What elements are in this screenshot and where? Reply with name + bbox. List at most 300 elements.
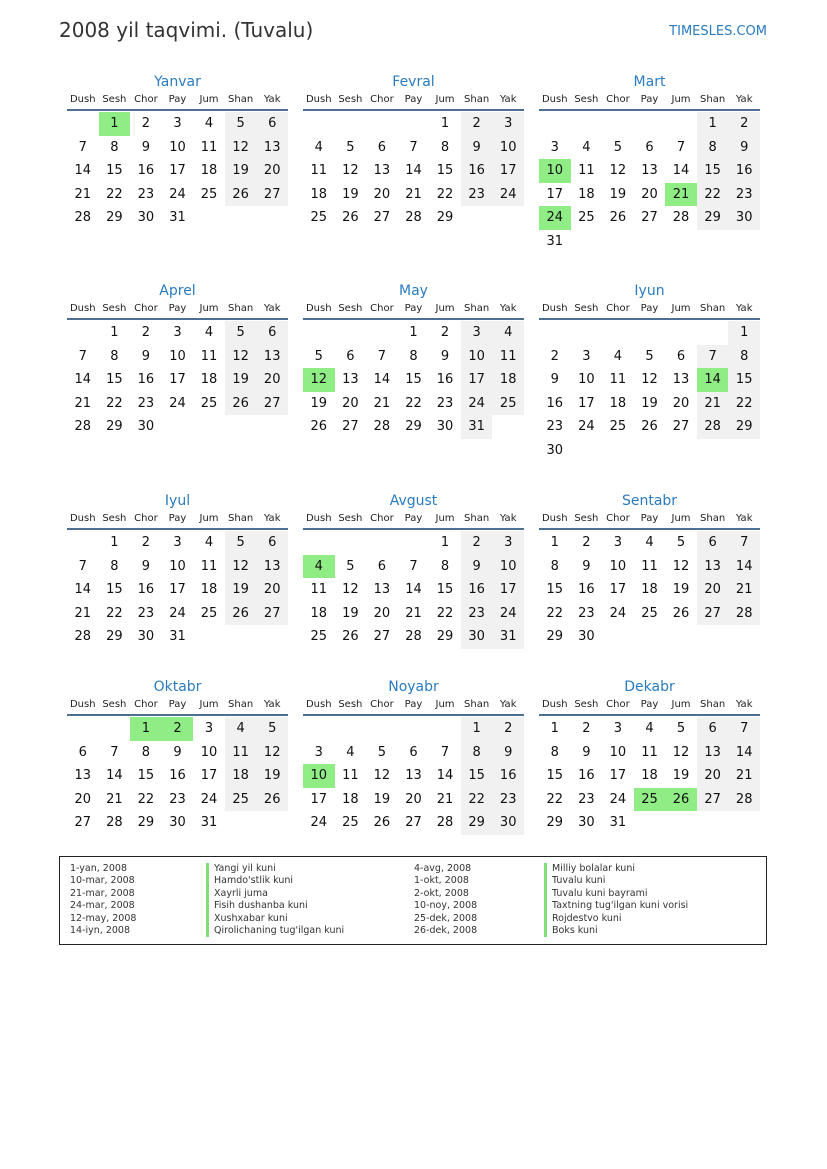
- day-cell: 7: [409, 558, 418, 574]
- month-name: Mart: [633, 74, 666, 90]
- empty-cell: [335, 717, 367, 741]
- weekday-header: [539, 302, 760, 317]
- weekday-label: Shan: [228, 513, 254, 524]
- day-cell: 24: [169, 395, 186, 411]
- legend-holiday-name: Xayrli juma: [206, 888, 344, 900]
- day-grid: [539, 531, 760, 649]
- header-rule: [303, 714, 524, 716]
- day-cell: 17: [578, 395, 595, 411]
- day-cell: 8: [550, 744, 559, 760]
- weekend-day-cell: 21: [697, 392, 729, 416]
- day-cell: 5: [377, 744, 387, 760]
- day-cell: 9: [173, 744, 182, 760]
- day-cell: 14: [436, 768, 454, 783]
- day-cell: 21: [106, 791, 123, 807]
- day-cell: 24: [169, 605, 186, 621]
- day-cell: 29: [546, 629, 564, 644]
- weekday-label: Shan: [700, 303, 726, 314]
- weekday-label: Yak: [735, 699, 753, 710]
- weekday-label: Shan: [464, 513, 490, 524]
- day-cell: 11: [200, 139, 218, 155]
- day-cell: 10: [578, 372, 595, 387]
- weekday-label: Shan: [228, 303, 254, 314]
- day-cell: 3: [613, 535, 623, 550]
- day-cell: 16: [578, 582, 595, 597]
- weekday-label: Jum: [671, 94, 691, 105]
- weekday-label: Yak: [263, 513, 281, 524]
- empty-cell: [335, 112, 367, 136]
- weekday-label: Chor: [370, 699, 394, 710]
- day-cell: 16: [436, 372, 454, 387]
- weekday-label: Dush: [305, 699, 332, 710]
- day-cell: 13: [373, 163, 391, 178]
- weekday-label: Jum: [199, 94, 219, 105]
- day-cell: 29: [106, 419, 123, 434]
- holiday-day-cell: 12: [303, 368, 335, 392]
- weekday-label: Jum: [671, 513, 691, 524]
- month-iyul: [67, 491, 288, 649]
- day-cell: 23: [578, 605, 595, 621]
- weekend-day-cell: 31: [492, 625, 524, 649]
- day-cell: 15: [137, 768, 155, 783]
- weekday-label: Pay: [404, 513, 423, 524]
- weekend-day-cell: 27: [697, 602, 729, 626]
- day-cell: 19: [672, 768, 690, 783]
- day-cell: 26: [609, 210, 627, 225]
- day-cell: 7: [377, 348, 387, 364]
- empty-cell: [728, 230, 760, 254]
- weekend-day-cell: 13: [697, 555, 729, 579]
- day-cell: 4: [645, 721, 654, 736]
- empty-cell: [335, 531, 367, 555]
- weekend-day-cell: 12: [225, 345, 257, 369]
- weekday-label: Pay: [640, 699, 659, 710]
- day-cell: 7: [409, 139, 418, 155]
- day-cell: 2: [440, 325, 450, 340]
- day-cell: 15: [106, 582, 123, 597]
- day-cell: 21: [436, 791, 454, 807]
- day-cell: 10: [169, 139, 186, 155]
- day-cell: 25: [200, 605, 218, 621]
- empty-cell: [225, 206, 257, 230]
- day-cell: 25: [578, 210, 595, 225]
- day-cell: 29: [436, 629, 454, 644]
- holiday-day-cell: 2: [162, 717, 194, 741]
- weekday-label: Chor: [606, 94, 630, 105]
- weekend-day-cell: 25: [492, 392, 524, 416]
- empty-cell: [602, 321, 634, 345]
- day-cell: 18: [609, 395, 627, 411]
- weekend-day-cell: 14: [728, 555, 760, 579]
- month-iyun: [539, 281, 760, 462]
- weekend-day-cell: 12: [256, 741, 288, 765]
- day-cell: 1: [440, 116, 450, 131]
- weekday-label: Pay: [168, 94, 187, 105]
- weekend-day-cell: 27: [256, 602, 288, 626]
- weekend-day-cell: 26: [225, 183, 257, 207]
- weekend-day-cell: 11: [492, 345, 524, 369]
- month-noyabr: [303, 677, 524, 835]
- day-cell: 17: [169, 372, 186, 387]
- empty-cell: [492, 206, 524, 230]
- weekend-day-cell: 20: [256, 159, 288, 183]
- weekend-day-cell: 26: [256, 788, 288, 812]
- day-cell: 14: [74, 163, 92, 178]
- day-cell: 22: [106, 605, 123, 621]
- weekend-day-cell: 24: [461, 392, 493, 416]
- day-cell: 24: [609, 605, 627, 621]
- day-cell: 6: [676, 348, 686, 364]
- empty-cell: [429, 717, 461, 741]
- weekend-day-cell: 28: [697, 415, 729, 439]
- weekday-label: Dush: [541, 513, 568, 524]
- empty-cell: [398, 531, 430, 555]
- day-grid: [303, 321, 524, 439]
- day-cell: 9: [582, 558, 591, 574]
- day-cell: 18: [342, 791, 359, 807]
- legend-holiday-name: Fisih dushanba kuni: [206, 900, 344, 912]
- day-cell: 19: [342, 186, 359, 202]
- legend-holiday-name: Qirolichaning tug'ilgan kuni: [206, 925, 344, 937]
- weekday-label: Pay: [640, 303, 659, 314]
- day-cell: 12: [342, 163, 359, 178]
- day-cell: 18: [641, 582, 658, 597]
- day-cell: 29: [106, 210, 123, 225]
- weekday-label: Dush: [69, 699, 96, 710]
- empty-cell: [193, 206, 225, 230]
- weekend-day-cell: 10: [461, 345, 493, 369]
- legend-holiday-name: Xushxabar kuni: [206, 913, 344, 925]
- weekday-header: [303, 93, 524, 108]
- weekday-label: Jum: [671, 699, 691, 710]
- weekend-day-cell: 16: [492, 764, 524, 788]
- day-cell: 11: [200, 558, 218, 574]
- day-cell: 10: [169, 348, 186, 364]
- day-cell: 29: [405, 419, 422, 434]
- day-cell: 30: [137, 210, 155, 225]
- weekend-day-cell: 27: [256, 392, 288, 416]
- day-cell: 31: [546, 233, 564, 249]
- day-cell: 18: [200, 372, 218, 387]
- weekday-label: Yak: [263, 303, 281, 314]
- weekend-day-cell: 29: [697, 206, 729, 230]
- weekend-day-cell: 28: [728, 602, 760, 626]
- day-cell: 27: [373, 210, 391, 225]
- day-cell: 30: [436, 419, 454, 434]
- weekend-day-cell: 9: [461, 136, 493, 160]
- day-cell: 15: [546, 582, 564, 597]
- weekday-label: Sesh: [574, 699, 599, 710]
- empty-cell: [303, 717, 335, 741]
- day-cell: 23: [137, 186, 155, 202]
- day-cell: 10: [609, 558, 627, 574]
- weekend-day-cell: 18: [225, 764, 257, 788]
- day-cell: 22: [546, 605, 564, 621]
- legend-date: 10-mar, 2008: [70, 875, 135, 887]
- weekend-day-cell: 6: [697, 531, 729, 555]
- empty-cell: [728, 811, 760, 835]
- legend-holiday-name: Boks kuni: [544, 925, 688, 937]
- weekend-day-cell: 10: [492, 555, 524, 579]
- weekend-day-cell: 10: [492, 136, 524, 160]
- day-cell: 20: [373, 605, 391, 621]
- day-cell: 4: [346, 744, 355, 760]
- day-cell: 25: [310, 629, 328, 644]
- weekday-header: [67, 698, 288, 713]
- weekday-label: Chor: [370, 303, 394, 314]
- empty-cell: [697, 230, 729, 254]
- day-cell: 18: [310, 605, 328, 621]
- day-cell: 20: [342, 395, 359, 411]
- day-grid: [67, 112, 288, 230]
- day-cell: 28: [74, 210, 92, 225]
- holiday-day-cell: 26: [665, 788, 697, 812]
- day-cell: 28: [74, 629, 92, 644]
- day-cell: 2: [141, 325, 151, 340]
- holiday-day-cell: 24: [539, 206, 571, 230]
- day-cell: 15: [546, 768, 564, 783]
- legend-date: 10-noy, 2008: [414, 900, 478, 912]
- empty-cell: [728, 625, 760, 649]
- day-cell: 21: [373, 395, 391, 411]
- day-cell: 16: [137, 372, 155, 387]
- day-cell: 6: [377, 558, 387, 574]
- empty-cell: [256, 206, 288, 230]
- empty-cell: [697, 321, 729, 345]
- weekday-label: Pay: [404, 94, 423, 105]
- holiday-day-cell: 10: [539, 159, 571, 183]
- legend-date: 25-dek, 2008: [414, 912, 478, 924]
- day-cell: 7: [78, 348, 87, 364]
- day-cell: 20: [672, 395, 690, 411]
- day-cell: 8: [141, 744, 151, 760]
- weekend-day-cell: 1: [697, 112, 729, 136]
- day-cell: 31: [200, 815, 218, 830]
- legend-holiday-name: Yangi yil kuni: [206, 863, 344, 875]
- day-cell: 17: [200, 768, 218, 783]
- empty-cell: [67, 717, 99, 741]
- day-cell: 3: [204, 721, 214, 736]
- day-cell: 3: [173, 535, 182, 550]
- weekday-label: Shan: [464, 303, 490, 314]
- weekday-label: Yak: [735, 94, 753, 105]
- day-grid: [303, 717, 524, 835]
- day-cell: 1: [409, 325, 418, 340]
- weekday-label: Sesh: [338, 94, 363, 105]
- empty-cell: [303, 321, 335, 345]
- weekend-day-cell: 30: [461, 625, 493, 649]
- day-cell: 10: [609, 744, 627, 760]
- day-cell: 22: [436, 605, 454, 621]
- weekday-label: Pay: [168, 513, 187, 524]
- weekday-header: [303, 698, 524, 713]
- day-cell: 2: [582, 535, 591, 550]
- weekday-label: Jum: [671, 303, 691, 314]
- day-cell: 21: [405, 605, 422, 621]
- day-cell: 29: [436, 210, 454, 225]
- day-cell: 12: [672, 558, 690, 574]
- weekend-day-cell: 6: [256, 321, 288, 345]
- day-cell: 8: [110, 558, 119, 574]
- legend-holiday-name: Taxtning tug'ilgan kuni vorisi: [544, 900, 688, 912]
- day-cell: 16: [137, 163, 155, 178]
- weekend-day-cell: 12: [225, 136, 257, 160]
- weekday-label: Dush: [69, 303, 96, 314]
- day-cell: 8: [440, 139, 450, 155]
- day-cell: 9: [141, 139, 151, 155]
- weekend-day-cell: 6: [256, 112, 288, 136]
- weekend-day-cell: 20: [697, 764, 729, 788]
- weekend-day-cell: 29: [728, 415, 760, 439]
- day-cell: 3: [550, 139, 559, 155]
- day-cell: 26: [373, 815, 391, 830]
- weekend-day-cell: 15: [697, 159, 729, 183]
- weekday-label: Jum: [199, 303, 219, 314]
- day-cell: 28: [436, 815, 454, 830]
- empty-cell: [256, 625, 288, 649]
- holiday-day-cell: 1: [99, 112, 131, 136]
- day-grid: [539, 321, 760, 462]
- weekday-label: Sesh: [338, 699, 363, 710]
- weekend-day-cell: 9: [492, 741, 524, 765]
- day-cell: 4: [613, 348, 623, 364]
- weekday-label: Pay: [640, 513, 659, 524]
- weekend-day-cell: 29: [461, 811, 493, 835]
- site-link[interactable]: TIMESLES.COM: [669, 24, 767, 39]
- day-cell: 24: [578, 419, 595, 434]
- day-cell: 7: [78, 139, 87, 155]
- legend-date: 21-mar, 2008: [70, 887, 135, 899]
- weekend-day-cell: 13: [256, 555, 288, 579]
- day-cell: 1: [440, 535, 450, 550]
- empty-cell: [461, 206, 493, 230]
- month-name: Avgust: [389, 493, 438, 509]
- day-cell: 8: [110, 348, 119, 364]
- month-name: May: [399, 283, 428, 299]
- day-grid: [539, 112, 760, 253]
- day-cell: 14: [405, 163, 422, 178]
- day-cell: 17: [546, 186, 564, 202]
- day-cell: 14: [106, 768, 123, 783]
- weekday-label: Yak: [499, 513, 517, 524]
- day-cell: 17: [169, 582, 186, 597]
- day-cell: 31: [169, 210, 186, 225]
- weekday-label: Shan: [228, 94, 254, 105]
- day-cell: 28: [672, 210, 690, 225]
- day-cell: 14: [74, 582, 92, 597]
- empty-cell: [634, 112, 666, 136]
- weekday-label: Jum: [435, 513, 455, 524]
- empty-cell: [366, 321, 398, 345]
- day-cell: 8: [550, 558, 559, 574]
- weekday-label: Yak: [735, 303, 753, 314]
- weekday-label: Shan: [464, 94, 490, 105]
- day-cell: 2: [141, 116, 151, 131]
- day-cell: 25: [641, 605, 658, 621]
- weekday-label: Sesh: [102, 303, 127, 314]
- weekend-day-cell: 23: [461, 602, 493, 626]
- day-cell: 7: [676, 139, 686, 155]
- weekday-label: Yak: [499, 699, 517, 710]
- weekday-label: Dush: [541, 303, 568, 314]
- day-cell: 16: [137, 582, 155, 597]
- month-name: Aprel: [159, 283, 196, 299]
- weekday-label: Dush: [69, 513, 96, 524]
- day-cell: 29: [137, 815, 155, 830]
- month-name: Yanvar: [154, 74, 201, 90]
- empty-cell: [67, 321, 99, 345]
- weekday-header: [303, 302, 524, 317]
- weekend-day-cell: 28: [728, 788, 760, 812]
- weekday-label: Dush: [541, 699, 568, 710]
- weekday-label: Jum: [199, 699, 219, 710]
- weekend-day-cell: 11: [225, 741, 257, 765]
- day-cell: 27: [405, 815, 422, 830]
- weekend-day-cell: 13: [256, 345, 288, 369]
- empty-cell: [256, 415, 288, 439]
- day-cell: 15: [436, 582, 454, 597]
- day-cell: 24: [609, 791, 627, 807]
- weekend-day-cell: 14: [728, 741, 760, 765]
- day-cell: 2: [582, 721, 591, 736]
- day-cell: 19: [609, 186, 627, 202]
- weekday-label: Sesh: [338, 303, 363, 314]
- weekday-label: Yak: [499, 94, 517, 105]
- day-cell: 26: [342, 210, 359, 225]
- weekday-label: Sesh: [574, 94, 599, 105]
- weekday-label: Pay: [404, 699, 423, 710]
- weekend-day-cell: 2: [728, 112, 760, 136]
- header-rule: [539, 318, 760, 320]
- legend-date: 26-dek, 2008: [414, 924, 478, 936]
- weekend-day-cell: 22: [728, 392, 760, 416]
- holiday-day-cell: 10: [303, 764, 335, 788]
- weekday-header: [539, 93, 760, 108]
- weekday-label: Yak: [263, 699, 281, 710]
- empty-cell: [571, 439, 603, 463]
- day-cell: 24: [310, 815, 328, 830]
- weekend-day-cell: 30: [492, 811, 524, 835]
- weekday-header: [303, 512, 524, 527]
- holiday-day-cell: 1: [130, 717, 162, 741]
- weekend-day-cell: 8: [697, 136, 729, 160]
- day-cell: 5: [676, 721, 686, 736]
- empty-cell: [697, 625, 729, 649]
- day-cell: 12: [672, 744, 690, 760]
- day-cell: 9: [582, 744, 591, 760]
- weekday-label: Shan: [700, 699, 726, 710]
- day-cell: 7: [78, 558, 87, 574]
- header-rule: [67, 109, 288, 111]
- header-rule: [67, 318, 288, 320]
- day-cell: 14: [672, 163, 690, 178]
- legend-dates-right: [414, 863, 477, 937]
- empty-cell: [99, 717, 131, 741]
- day-cell: 1: [550, 535, 559, 550]
- day-grid: [67, 717, 288, 835]
- day-cell: 27: [672, 419, 690, 434]
- day-cell: 25: [200, 395, 218, 411]
- empty-cell: [539, 112, 571, 136]
- header-rule: [303, 528, 524, 530]
- empty-cell: [634, 625, 666, 649]
- day-cell: 30: [137, 629, 155, 644]
- weekday-label: Jum: [435, 303, 455, 314]
- weekend-day-cell: 8: [461, 741, 493, 765]
- weekday-label: Jum: [435, 94, 455, 105]
- weekend-day-cell: 13: [256, 136, 288, 160]
- empty-cell: [602, 439, 634, 463]
